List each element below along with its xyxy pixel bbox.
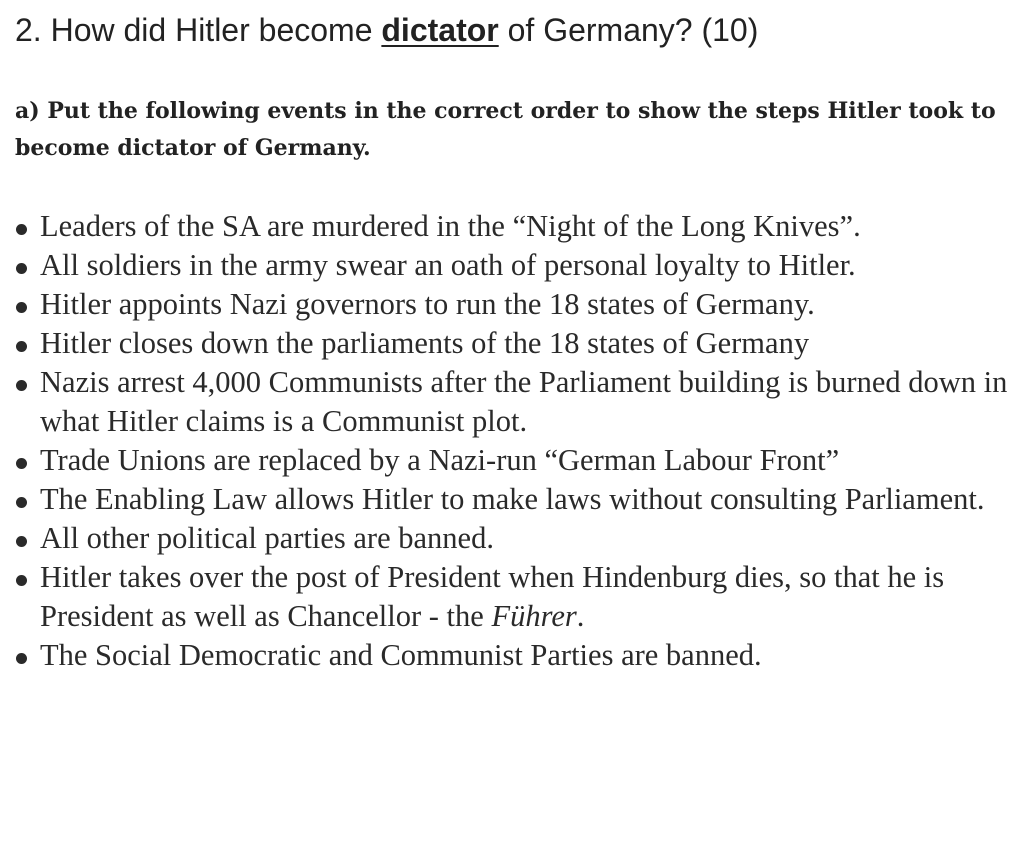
bullet-icon [16,497,27,508]
event-item [16,246,1011,285]
question-prefix: 2. How did Hitler become [15,12,382,48]
event-text: All other political parties are banned. [40,521,494,555]
question-key-word: dictator [381,12,499,48]
event-text: Hitler appoints Nazi governors to run the 18 states of Germany. [40,287,815,321]
event-item [16,207,1011,246]
instruction-text: a) Put the following events in the correct order to show the steps Hitler took to become dictator of Germany. [15,98,996,161]
event-item [16,441,1011,480]
event-text-end: . [576,599,585,633]
event-text: All soldiers in the army swear an oath of personal loyalty to Hitler. [40,248,856,282]
event-text: The Enabling Law allows Hitler to make laws without consulting Parliament. [40,482,985,516]
bullet-icon [16,380,27,391]
event-text: Hitler closes down the parliaments of the 18 states of Germany [40,326,810,360]
event-item [16,285,1011,324]
event-text: The Social Democratic and Communist Parties are banned. [40,638,762,672]
bullet-icon [16,536,27,547]
bullet-icon [16,224,27,235]
event-list [16,207,1011,675]
event-item [16,636,1011,675]
event-text: Trade Unions are replaced by a Nazi-run “German Labour Front” [40,443,840,477]
event-text [40,558,1011,636]
event-text: Nazis arrest 4,000 Communists after the Parliament building is burned down in what Hitler claims is a Communist plot. [40,365,1008,438]
event-item [16,480,1011,519]
question-suffix: of Germany? (10) [498,12,759,48]
event-text-main: Hitler takes over the post of President when Hindenburg dies, so that he is President as well as Chancellor - the [40,560,945,633]
event-item [16,519,1011,558]
bullet-icon [16,458,27,469]
bullet-icon [16,653,27,664]
bullet-icon [16,575,27,586]
bullet-icon [16,263,27,274]
event-item [16,558,1011,636]
question-title [15,8,758,52]
event-item [16,363,1011,441]
event-text-emphasis: Führer [491,599,577,633]
event-text: Leaders of the SA are murdered in the “Night of the Long Knives”. [40,209,861,243]
event-item [16,324,1011,363]
bullet-icon [16,341,27,352]
bullet-icon [16,302,27,313]
